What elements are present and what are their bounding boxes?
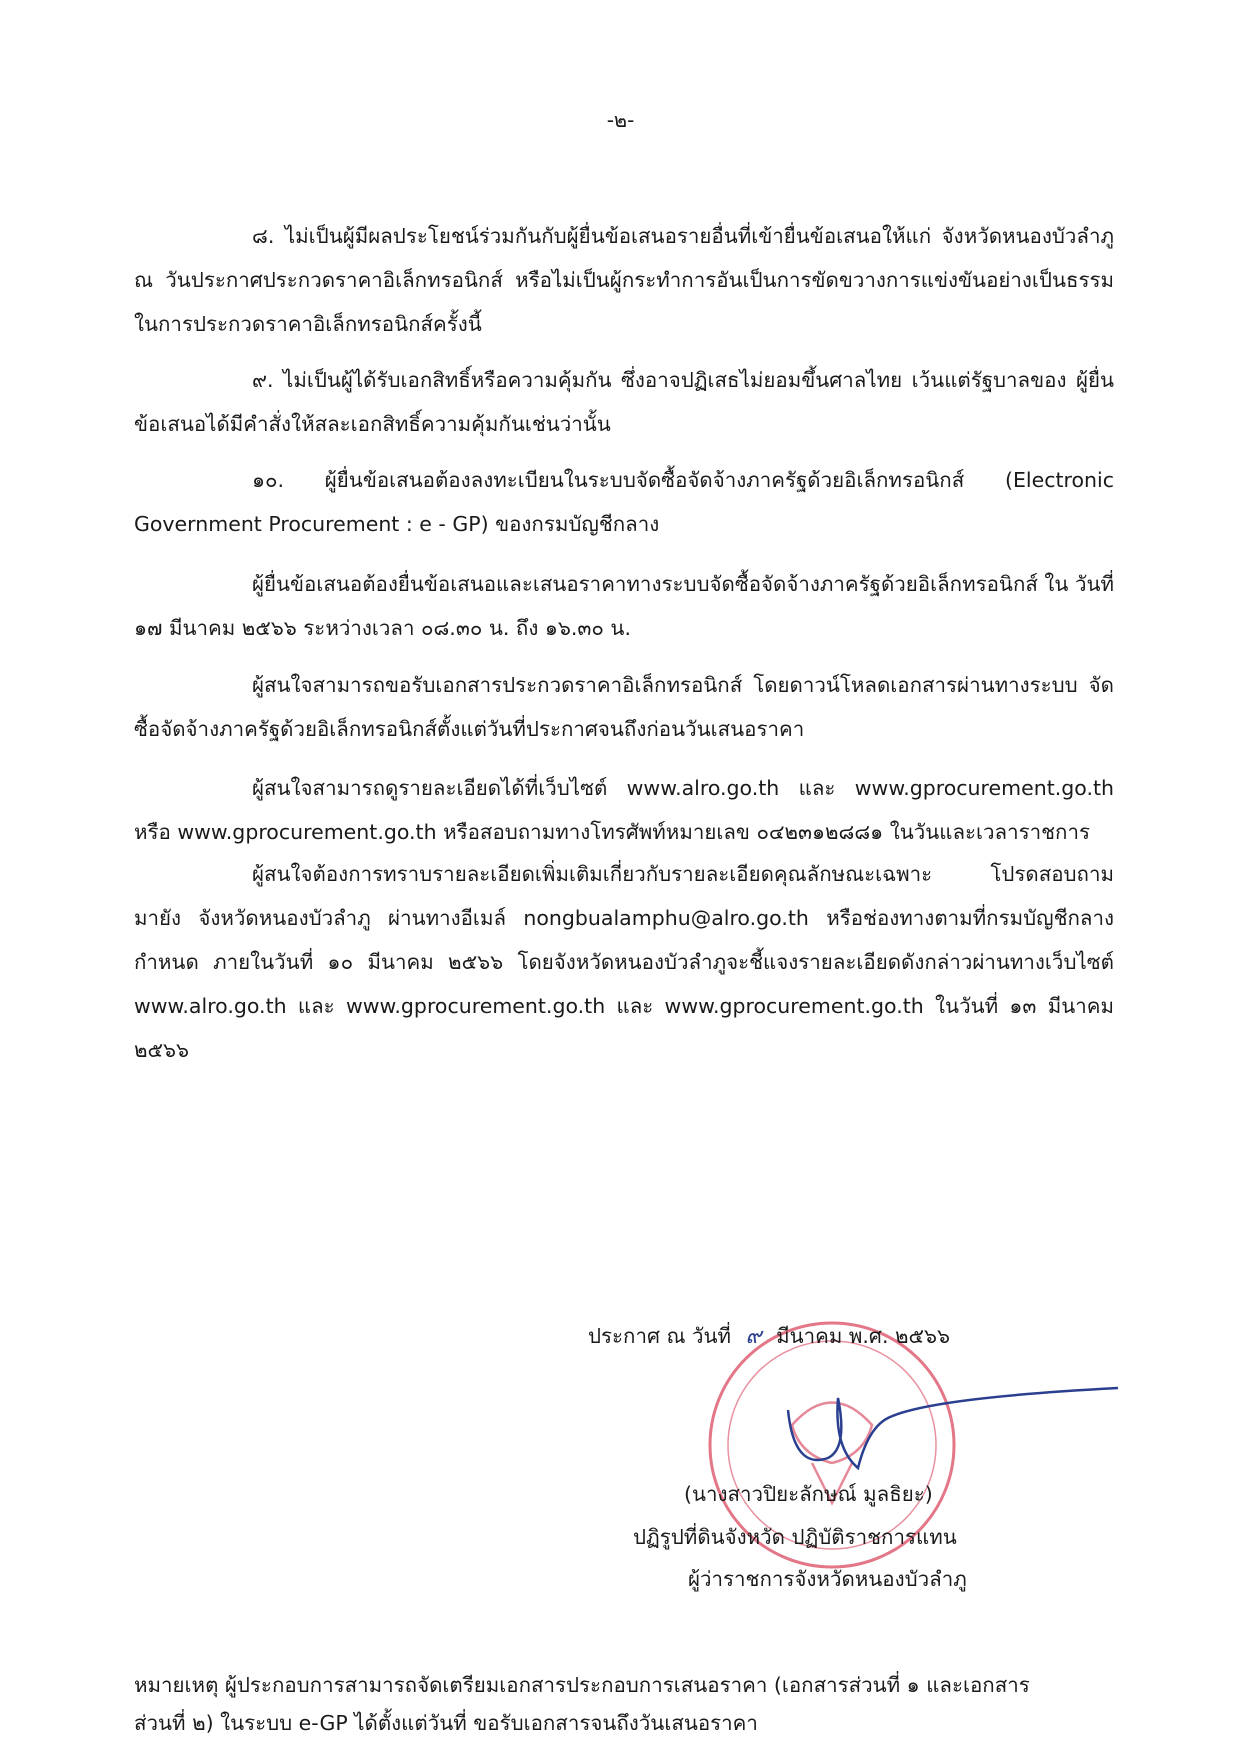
page-number: -๒- [606,108,635,132]
paragraph-10-rest: Government Procurement : e - GP) ของกรมบัญชีกลาง [134,512,660,536]
paragraph-9-line1: ๙. ไม่เป็นผู้ได้รับเอกสิทธิ์หรือความคุ้มกัน ซึ่งอาจปฏิเสธไม่ยอมขึ้นศาลไทย เว้นแต่รัฐบาลของ [252,368,1067,392]
signature-date-suffix: มีนาคม พ.ศ. ๒๕๖๖ [776,1324,951,1348]
paragraph-document-download-line1: ผู้สนใจสามารถขอรับเอกสารประกวดราคาอิเล็กทรอนิกส์ โดยดาวน์โหลดเอกสารผ่านทางระบบ [252,673,1078,697]
seal-inner-ring [728,1341,936,1549]
paragraph-website-info-line1: ผู้สนใจสามารถดูรายละเอียดได้ที่เว็บไซต์ www.alro.go.th และ www.gprocurement.go.th หรือ [134,776,1114,844]
paragraph-bid-submission [134,562,1114,650]
signatory-name: (นางสาวปิยะลักษณ์ มูลธิยะ) [684,1482,933,1506]
signature-date-day: ๙ [745,1324,762,1349]
paragraph-8 [134,214,1114,346]
remark-line2: ส่วนที่ ๒) ในระบบ e-GP ได้ตั้งแต่วันที่ ขอรับเอกสารจนถึงวันเสนอราคา [134,1711,758,1735]
paragraph-9 [134,358,1114,446]
paragraph-inquiries-rest: มายัง จังหวัดหนองบัวลำภู ผ่านทางอีเมล์ nongbualamphu@alro.go.th หรือช่องทางตามที่กรมบัญชีกลางกำหนด ภายในวันที่ ๑๐ มีนาคม ๒๕๖๖ โดยจังหวัดหนองบัวลำภูจะชี้แจงรายละเอียดดังกล่าวผ่านทางเว็บไซต์ www.alro.go.th และ www.gprocurement.go.th และ www.gprocurement.go.th ในวันที่ ๑๓ มีนาคม ๒๕๖๖ [134,906,1114,1062]
paragraph-8-rest: จังหวัดหนองบัวลำภู ณ วันประกาศประกวดราคาอิเล็กทรอนิกส์ หรือไม่เป็นผู้กระทำการอันเป็นการขัดขวางการแข่งขันอย่างเป็นธรรมในการประกวดราคาอิเล็กทรอนิกส์ครั้งนี้ [134,224,1114,336]
paragraph-inquiries [134,852,1114,1072]
paragraph-document-download-rest: จัดซื้อจัดจ้างภาครัฐด้วยอิเล็กทรอนิกส์ตั้งแต่วันที่ประกาศจนถึงก่อนวันเสนอราคา [134,673,1114,741]
paragraph-inquiries-line1: ผู้สนใจต้องการทราบรายละเอียดเพิ่มเติมเกี่ยวกับรายละเอียดคุณลักษณะเฉพาะ โปรดสอบถาม [252,862,1114,886]
paragraph-bid-submission-line1: ผู้ยื่นข้อเสนอต้องยื่นข้อเสนอและเสนอราคาทางระบบจัดซื้อจัดจ้างภาครัฐด้วยอิเล็กทรอนิกส์ ใน [252,572,1069,596]
paragraph-website-info-rest: www.gprocurement.go.th หรือสอบถามทางโทรศัพท์หมายเลข ๐๔๒๓๑๒๘๘๑ ในวันและเวลาราชการ [177,820,1090,844]
paragraph-10-line1: ๑๐. ผู้ยื่นข้อเสนอต้องลงทะเบียนในระบบจัดซื้อจัดจ้างภาครัฐด้วยอิเล็กทรอนิกส์ (Electronic [252,468,1114,492]
signatory-position-line1: ปฏิรูปที่ดินจังหวัด ปฏิบัติราชการแทน [633,1525,957,1549]
signatory-position-line2: ผู้ว่าราชการจังหวัดหนองบัวลำภู [688,1567,967,1591]
signature-date [588,1318,950,1353]
paragraph-document-download [134,663,1114,751]
remark-line1: หมายเหตุ ผู้ประกอบการสามารถจัดเตรียมเอกสารประกอบการเสนอราคา (เอกสารส่วนที่ ๑ และเอกสาร [134,1673,1030,1697]
signature-date-prefix: ประกาศ ณ วันที่ [588,1324,732,1348]
paragraph-9-rest: ผู้ยื่นข้อเสนอได้มีคำสั่งให้สละเอกสิทธิ์ความคุ้มกันเช่นว่านั้น [134,368,1114,436]
paragraph-website-info [134,766,1114,854]
paragraph-10 [134,458,1114,546]
paragraph-8-line1: ๘. ไม่เป็นผู้มีผลประโยชน์ร่วมกันกับผู้ยื่นข้อเสนอรายอื่นที่เข้ายื่นข้อเสนอให้แก่ [252,224,932,248]
paragraph-bid-submission-rest: วันที่ ๑๗ มีนาคม ๒๕๖๖ ระหว่างเวลา ๐๘.๓๐ น. ถึง ๑๖.๓๐ น. [134,572,1114,640]
